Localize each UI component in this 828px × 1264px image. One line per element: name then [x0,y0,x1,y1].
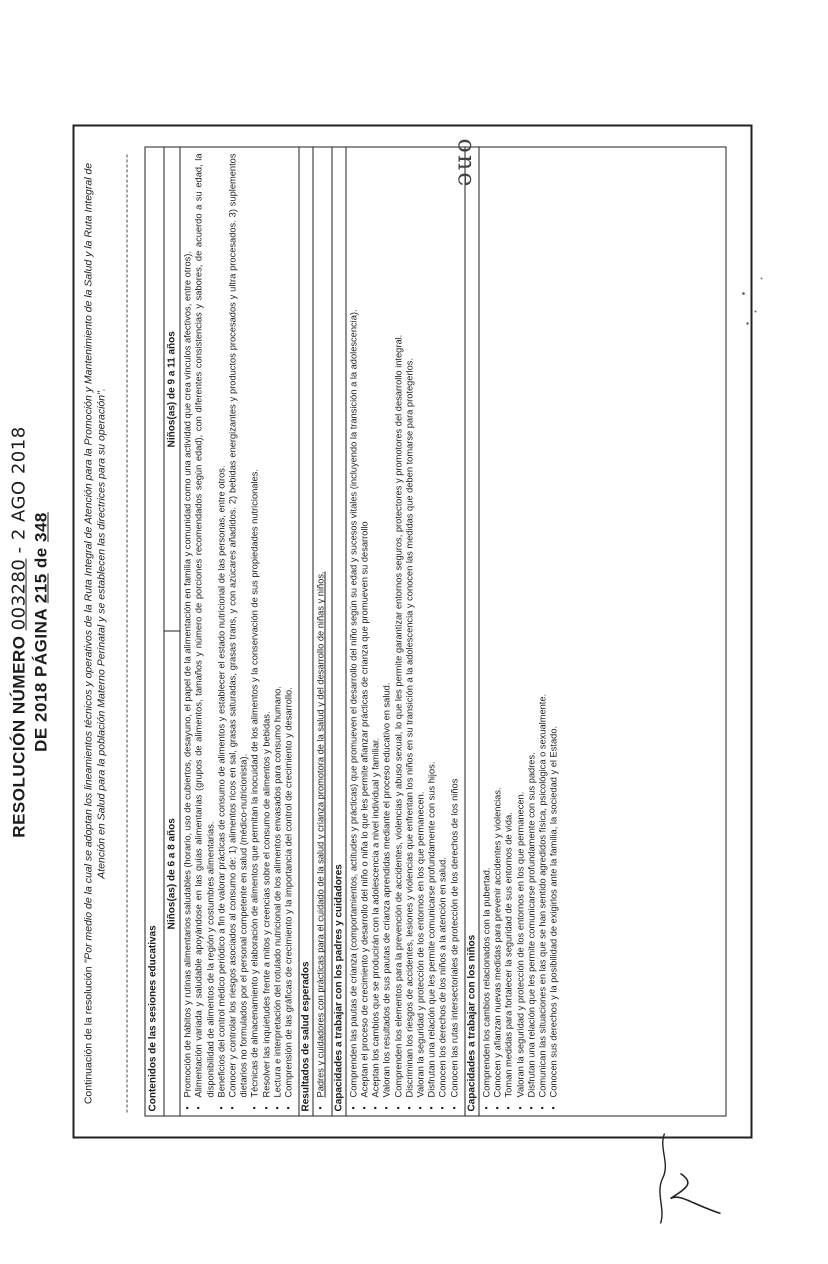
list-item: • Conocen sus derechos y la posibilidad de exigirlos ante la familia, la sociedad y el Estado. [548,154,559,1098]
dashed-divider [126,155,127,1113]
list-item: • Promoción de hábitos y rutinas alimentarios saludables (horario, uso de cubiertos, desayuno, el papel de la alimentación en familia y comunidad como una actividad que crea vínculos afectivos, entre otros). [182,154,193,1098]
list-item: • Beneficios del control médico periódico a fin de valorar prácticas de consumo de alimentos y establecer el estado nutricional de las personas, entre otros. [216,154,227,1098]
handwritten-signature [650,1114,730,1234]
list-item: • Comprenden los elementos para la prevención de accidentes, violencias y abuso sexual, lo que les permite garantizar entornos seguros, protectores y promotores del desarrollo integral. [393,154,404,1098]
list-item: • Valoran la seguridad y protección de los entornos en los que permanecen. [415,154,426,1098]
page-label: PÁGINA [31,608,50,677]
page-total: 348 [31,512,50,543]
children-capacities-title: Capacidades a trabajar con los niños [464,148,479,1116]
continuation-note [82,157,108,1111]
list-item: • Comprenden las pautas de crianza (comportamientos, actitudes y prácticas) que promueven el desarrollo del niño según su edad y sucesos vitales (incluyendo la transición a la adolescencia). [348,154,359,1098]
page-frame [72,125,752,1139]
page-of: de [31,547,50,569]
parents-capacities-list [346,148,464,1116]
list-item: • Alimentación variada y saludable apoyándose en las guías alimentarias (grupos de alimentos, tamaños y número de porciones recomendados según edad), con diferentes consistencias y sabores, de acuerdo a su edad, la disponibilidad de alimentos de la región y costumbres alimentarias. [193,154,215,1098]
list-item: • Técnicas de almacenamiento y elaboración de alimentos que permitan la inocuidad de los alimentos y la conservación de sus propiedades nutricionales. [249,154,260,1098]
scan-speckles [735,264,775,334]
list-item: • Disfrutan una relación que les permite comunicarse profundamente con sus padres. [526,154,537,1098]
list-item: • Comprenden los cambios relacionados con la pubertad. [481,154,492,1098]
date-stamp: - 2 AGO 2018 [8,426,29,554]
document-page [0,1,828,1264]
resolution-prefix: RESOLUCIÓN NÚMERO [9,635,28,838]
list-item: • Comprensión de las gráficas de crecimiento y la importancia del control de crecimiento y desarrollo. [283,154,294,1098]
list-item: • Aceptan los cambios que se producirán con la adolescencia a nivel individual y familiar. [370,154,381,1098]
continuation-text: "Por medio de la cual se adoptan los lineamientos técnicos y operativos de la Ruta Integral de Atención para la Promoción y Mantenimiento de la Salud y la Ruta Integral de Atención en Salud para la población Materno Perinatal y se establecen las directrices para su operación". [82,162,107,964]
list-item: • Aceptan el proceso de crecimiento y desarrollo del niño o niña lo que les permite afianzar prácticas de crianza que promueven su desarrollo [359,154,370,1098]
list-item: • Comunican las situaciones en las que se han sentido agredidos física, psicológica o sexualmente. [537,154,548,1098]
column-header-6-8: Niños(as) de 6 a 8 años [164,631,179,1116]
column-headers [164,148,180,1116]
list-item: • Conocer y controlar los riesgos asociados al consumo de: 1) alimentos ricos en sal, grasas saturadas, grasas trans, y con azúcares añadidos. 2) bebidas energizantes y productos procesados y ultra procesados. 3) suplementos dietarios no formulados por el personal competente en salud (médico-nutricionista). [227,154,249,1098]
content-table [144,147,726,1117]
column-header-9-11: Niños(as) de 9 a 11 años [166,331,177,448]
list-item: • Conocen y afianzan nuevas medidas para prevenir accidentes y violencias. [492,154,503,1098]
educational-contents-list [180,148,298,1116]
list-item: • Padres y cuidadores con prácticas para el cuidado de la salud y crianza promotora de la salud y del desarrollo de niñas y niños. [315,154,326,1098]
list-item: • Valoran la seguridad y protección de los entornos en los que permanecen. [515,154,526,1098]
parents-capacities-title: Capacidades a trabajar con los padres y cuidadores [331,148,346,1116]
margin-scribble-text: one [452,138,480,189]
resolution-year: 2018 [31,682,50,722]
continuation-lead: Continuación de la resolución [82,966,94,1105]
list-item: • Resolver las inquietudes frente a mitos y creencias sobre el consumo de alimentos y bebidas. [261,154,272,1098]
list-item: • Discriminan los riesgos de accidentes, lesiones y violencias que enfrentan los niños en su transición a la adolescencia y conocen las medidas que deben tomarse para protegerlos. [404,154,415,1098]
page-current: 215 [31,573,50,604]
list-item: • Toman medidas para fortalecer la seguridad de sus entornos de vida. [503,154,514,1098]
results-list [313,148,330,1116]
resolution-header [8,1,68,1264]
list-item: • Valoran los resultados de sus pautas de crianza aprendidas mediante el proceso educativo en salud. [381,154,392,1098]
children-capacities-list [479,148,563,1116]
list-item: • Disfrutan una relación que les permite comunicarse profundamente con sus hijos. [426,154,437,1098]
results-title: Resultados de salud esperados [298,148,313,1116]
list-item: • Lectura e interpretación del rotulado nutricional de los alimentos envasados para consumo humano. [272,154,283,1098]
section-title: Contenidos de las sesiones educativas [145,148,164,1116]
list-item: • Conocen las rutas intersectoriales de protección de los derechos de los niños [449,154,460,1098]
list-item: • Conocen los derechos de los niños a la atención en salud. [437,154,448,1098]
resolution-number: 003280 [8,558,29,631]
de-label: DE [31,727,50,752]
